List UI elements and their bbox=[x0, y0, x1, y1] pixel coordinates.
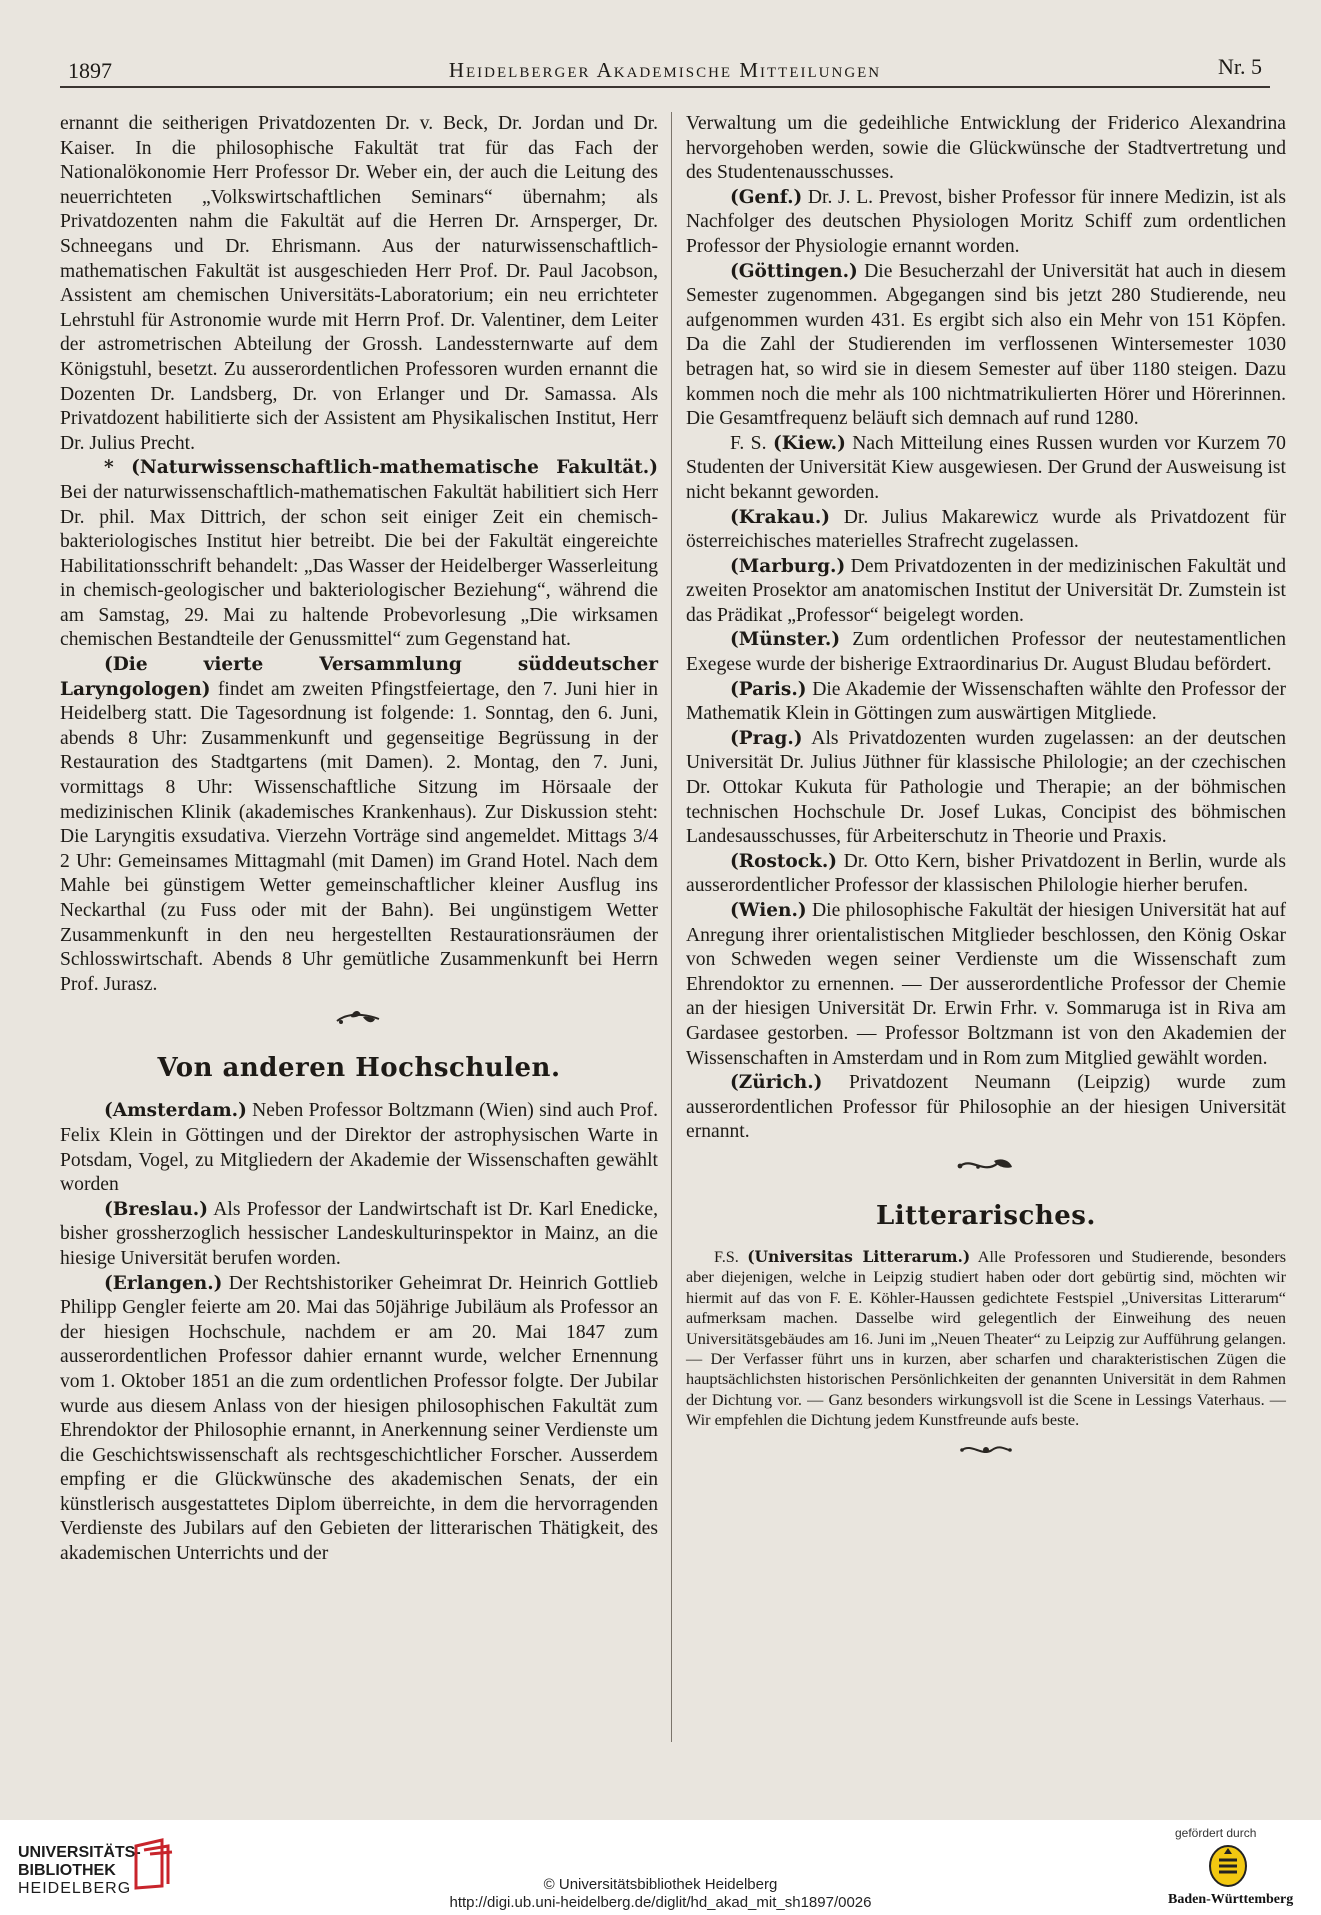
digitization-footer bbox=[0, 1820, 1321, 1915]
leaf-ornament-icon bbox=[60, 1007, 658, 1035]
funded-by-label: gefördert durch bbox=[1175, 1826, 1257, 1840]
news-erlangen: (Erlangen.) Der Rechtshistoriker Geheimrat Dr. Heinrich Gottlieb Philipp Gengler feierte am 20. Mai das 50jährige Jubiläum als Professor an der hiesigen Hochschule, nachdem er am 20. Mai 1847 zum ausserordentlichen Professor dahier ernannt wurde, welcher Ernennung vom 1. Oktober 1851 an die zum ordentlichen Professor folgte. Der Jubilar wurde aus diesem Anlass von der hiesigen philosophischen Fakultät zum Ehrendoktor der Philosophie ernannt, in Anerkennung seiner Verdienste um die Geschichtswissenschaft als rechtsgeschichtlicher Forscher. Ausserdem empfing er die Glückwünsche des akademischen Senats, der ein künstlerisch ausgestattetes Diplom überreichte, in dem die hervorragenden Verdienste des Jubilars auf den Gebieten der litterarischen Thätigkeit, des akademischen Unterrichts und der bbox=[60, 1272, 658, 1565]
paragraph-continuation: Verwaltung um die gedeihliche Entwicklung der Friderico Alexandrina hervorgehoben werden, sowie die Glückwünsche der Stadtvertretung und des Studentenausschusses. bbox=[686, 113, 1286, 184]
news-goettingen: (Göttingen.) Die Besucherzahl der Universität hat auch in diesem Semester zugenommen. Abgegangen sind bis jetzt 280 Studierende, neu aufgenommen wurden 431. Es ergibt sich also ein Mehr von 151 Köpfen. Da die Zahl der Studierenden im verflossenen Wintersemester 1030 betragen hat, so wird sie in diesem Semester auf über 1180 steigen. Dazu kommen noch die mehr als 100 nichtmatrikulierten Hörer und Hörerinnen. Die Gesamtfrequenz beläuft sich demnach auf rund 1280. bbox=[686, 260, 1286, 430]
copyright-notice: © Universitätsbibliothek Heidelberg bbox=[543, 1876, 778, 1893]
news-rostock: (Rostock.) Dr. Otto Kern, bisher Privatdozent in Berlin, wurde als ausserordentlicher Professor der klassischen Philologie hierher berufen. bbox=[686, 850, 1286, 897]
column-divider bbox=[671, 112, 672, 1742]
header-issue-number: Nr. 5 bbox=[1218, 54, 1262, 79]
state-coat-of-arms-icon bbox=[1208, 1844, 1248, 1893]
header-year: 1897 bbox=[68, 58, 112, 83]
news-marburg: (Marburg.) Dem Privatdozenten in der medizinischen Fakultät und zweiten Prosektor am anatomischen Institut der Universität Dr. Zumstein ist das Prädikat „Professor“ beigelegt worden. bbox=[686, 555, 1286, 626]
section-title-other-universities: Von anderen Hochschulen. bbox=[157, 1053, 561, 1084]
right-column bbox=[686, 112, 1286, 1485]
news-zuerich: (Zürich.) Privatdozent Neumann (Leipzig) wurde zum ausserordentlichen Professor für Philosophie an der hiesigen Universität ernannt. bbox=[686, 1072, 1286, 1143]
news-amsterdam: (Amsterdam.) Neben Professor Boltzmann (Wien) sind auch Prof. Felix Klein in Göttingen und der Direktor der astrophysischen Warte in Potsdam, Vogel, zu Mitgliedern der Akademie der Wissenschaften gewählt worden bbox=[60, 1100, 658, 1196]
left-column bbox=[60, 112, 658, 1567]
news-paris: (Paris.) Die Akademie der Wissenschaften wählte den Professor der Mathematik Klein in Göttingen zum auswärtigen Mitgliede. bbox=[686, 678, 1286, 725]
sponsor-name[interactable]: Baden-Württemberg bbox=[1168, 1892, 1294, 1907]
notice-universitas-litterarum: F.S. (Universitas Litterarum.) Alle Professoren und Studierende, besonders aber diejenigen, welche in Leipzig studiert haben oder dort gebürtig sind, möchten wir hiermit auf das von F. E. Köhler-Haussen gedichtete Festspiel „Universitas Litterarum“ aufmerksam machen. Dasselbe wird gelegentlich der Einweihung des neuen Universitätsgebäudes am 16. Juni im „Neuen Theater“ zu Leipzig zur Aufführung gelangen. — Der Verfasser führt uns in kurzen, aber scharfen und charakteristischen Zügen die hauptsächlichsten historischen Persönlichkeiten der genannten Universität in dem Rahmen der Dichtung vor. — Ganz besonders wirkungsvoll ist die Scene in Lessings Vaterhaus. — Wir empfehlen die Dichtung jedem Kunstfreunde aufs beste. bbox=[686, 1246, 1287, 1430]
running-header bbox=[60, 52, 1270, 88]
paragraph-faculty-appointments: ernannt die seitherigen Privatdozenten Dr. v. Beck, Dr. Jordan und Dr. Kaiser. In die philosophische Fakultät trat für das Fach der Nationalökonomie Herr Professor Dr. Weber ein, der auch die Leitung des neuerrichteten „Volkswirtschaftlichen Seminars“ übernahm; als Privatdozenten nahm die Fakultät auf die Herren Dr. Arnsperger, Dr. Schneegans und Dr. Ehrismann. Aus der naturwissenschaftlich-mathematischen Fakultät ist ausgeschieden Herr Prof. Dr. Paul Jacobson, Assistent am chemischen Universitäts-Laboratorium; ein neu errichteter Lehrstuhl für Astronomie wurde mit Herrn Prof. Dr. Valentiner, dem Leiter der astrometrischen Abteilung der Grossh. Landessternwarte auf dem Königstuhl, besetzt. Zu ausserordentlichen Professoren wurden ernannt die Dozenten Dr. Landsberg, Dr. von Erlanger und Dr. Samassa. Als Privatdozent habilitierte sich der Assistent am Physikalischen Institut, Herr Dr. Julius Precht. bbox=[60, 113, 658, 454]
permalink-url[interactable]: http://digi.ub.uni-heidelberg.de/diglit/hd_akad_mit_sh1897/0026 bbox=[449, 1894, 872, 1911]
news-breslau: (Breslau.) Als Professor der Landwirtschaft ist Dr. Karl Enedicke, bisher grossherzoglich hessischer Landeskulturinspektor in Mainz, an die hiesige Universität berufen worden. bbox=[60, 1198, 658, 1269]
header-title: Heidelberger Akademische Mitteilungen bbox=[448, 58, 882, 82]
news-muenster: (Münster.) Zum ordentlichen Professor der neutestamentlichen Exegese wurde der bisherige Extraordinarius Dr. August Bludau befördert. bbox=[686, 629, 1286, 676]
fleuron-ornament-icon bbox=[686, 1155, 1286, 1183]
paragraph-science-faculty: * (Naturwissenschaftlich-mathematische Fakultät.) Bei der naturwissenschaftlich-mathematischen Fakultät habilitiert sich Herr Dr. phil. Max Dittrich, der schon seit einiger Zeit ein chemisch-bakteriologisches Institut hier betreibt. Die bei der Fakultät eingereichte Habilitationsschrift behandelt: „Das Wasser der Heidelberger Wasserleitung in chemisch-geologischer und bakteriologischer Beziehung“, während die am Samstag, 29. Mai zu haltende Probevorlesung „Die wirksamen chemischen Bestandteile der Genussmittel“ zum Gegenstand hat. bbox=[60, 457, 658, 651]
news-prag: (Prag.) Als Privatdozenten wurden zugelassen: an der deutschen Universität Dr. Julius Jüthner für klassische Philologie; an der czechischen Dr. Ottokar Kukuta für Pathologie und Therapie; an der böhmischen technischen Hochschule Dr. Josef Lukas, Concipist des böhmischen Landesausschusses, für Arbeiterschutz in Theorie und Praxis. bbox=[686, 727, 1286, 848]
news-krakau: (Krakau.) Dr. Julius Makarewicz wurde als Privatdozent für österreichisches materielles Strafrecht zugelassen. bbox=[686, 506, 1286, 553]
paragraph-laryngologists: (Die vierte Versammlung süddeutscher Laryngologen) findet am zweiten Pfingstfeiertage, den 7. Juni hier in Heidelberg statt. Die Tagesordnung ist folgende: 1. Sonntag, den 6. Juni, abends 8 Uhr: Zusammenkunft und gegenseitige Begrüssung in der Restauration des Stadtgartens (mit Damen). 2. Montag, den 7. Juni, vormittags 8 Uhr: Wissenschaftliche Sitzung im Hörsaale der medizinischen Klinik (akademisches Krankenhaus). Zur Diskussion steht: Die Laryngitis exsudativa. Vierzehn Vorträge sind angemeldet. Mittags 3/4 2 Uhr: Gemeinsames Mittagmahl (mit Damen) im Grand Hotel. Nach dem Mahle bei günstigem Wetter gemeinschaftlicher kleiner Ausflug ins Neckarthal (zu Fuss oder mit der Bahn). Bei ungünstigem Wetter Zusammenkunft in den neu hergestellten Restaurationsräumen der Schlosswirtschaft. Abends 8 Uhr gemütliche Zusammenkunft bei Herrn Prof. Jurasz. bbox=[60, 654, 658, 995]
section-title-literary: Litterarisches. bbox=[876, 1200, 1096, 1231]
closing-ornament-icon bbox=[686, 1441, 1286, 1469]
literary-notice bbox=[686, 1247, 1286, 1431]
library-logo[interactable]: UNIVERSITÄTS- BIBLIOTHEK HEIDELBERG bbox=[18, 1844, 141, 1897]
news-kiew: F. S. (Kiew.) Nach Mitteilung eines Russen wurden vor Kurzem 70 Studenten der Universität Kiew ausgewiesen. Der Grund der Ausweisung ist nicht bekannt geworden. bbox=[686, 432, 1286, 503]
news-genf: (Genf.) Dr. J. L. Prevost, bisher Professor für innere Medizin, ist als Nachfolger des deutschen Physiologen Moritz Schiff zum ordentlichen Professor der Physiologie ernannt worden. bbox=[686, 186, 1286, 257]
news-wien: (Wien.) Die philosophische Fakultät der hiesigen Universität hat auf Anregung ihrer orientalistischen Mitglieder beschlossen, den König Oskar von Schweden wegen seiner Verdienste um die Wissenschaft zum Ehrendoktor zu ernennen. — Der ausserordentliche Professor der Chemie an der hiesigen Universität Dr. Erwin Frhr. v. Sommaruga ist in Riva am Gardasee gestorben. — Professor Boltzmann ist von den Akademien der Wissenschaften in Amsterdam und in Rom zum Mitglied gewählt worden. bbox=[686, 900, 1286, 1069]
